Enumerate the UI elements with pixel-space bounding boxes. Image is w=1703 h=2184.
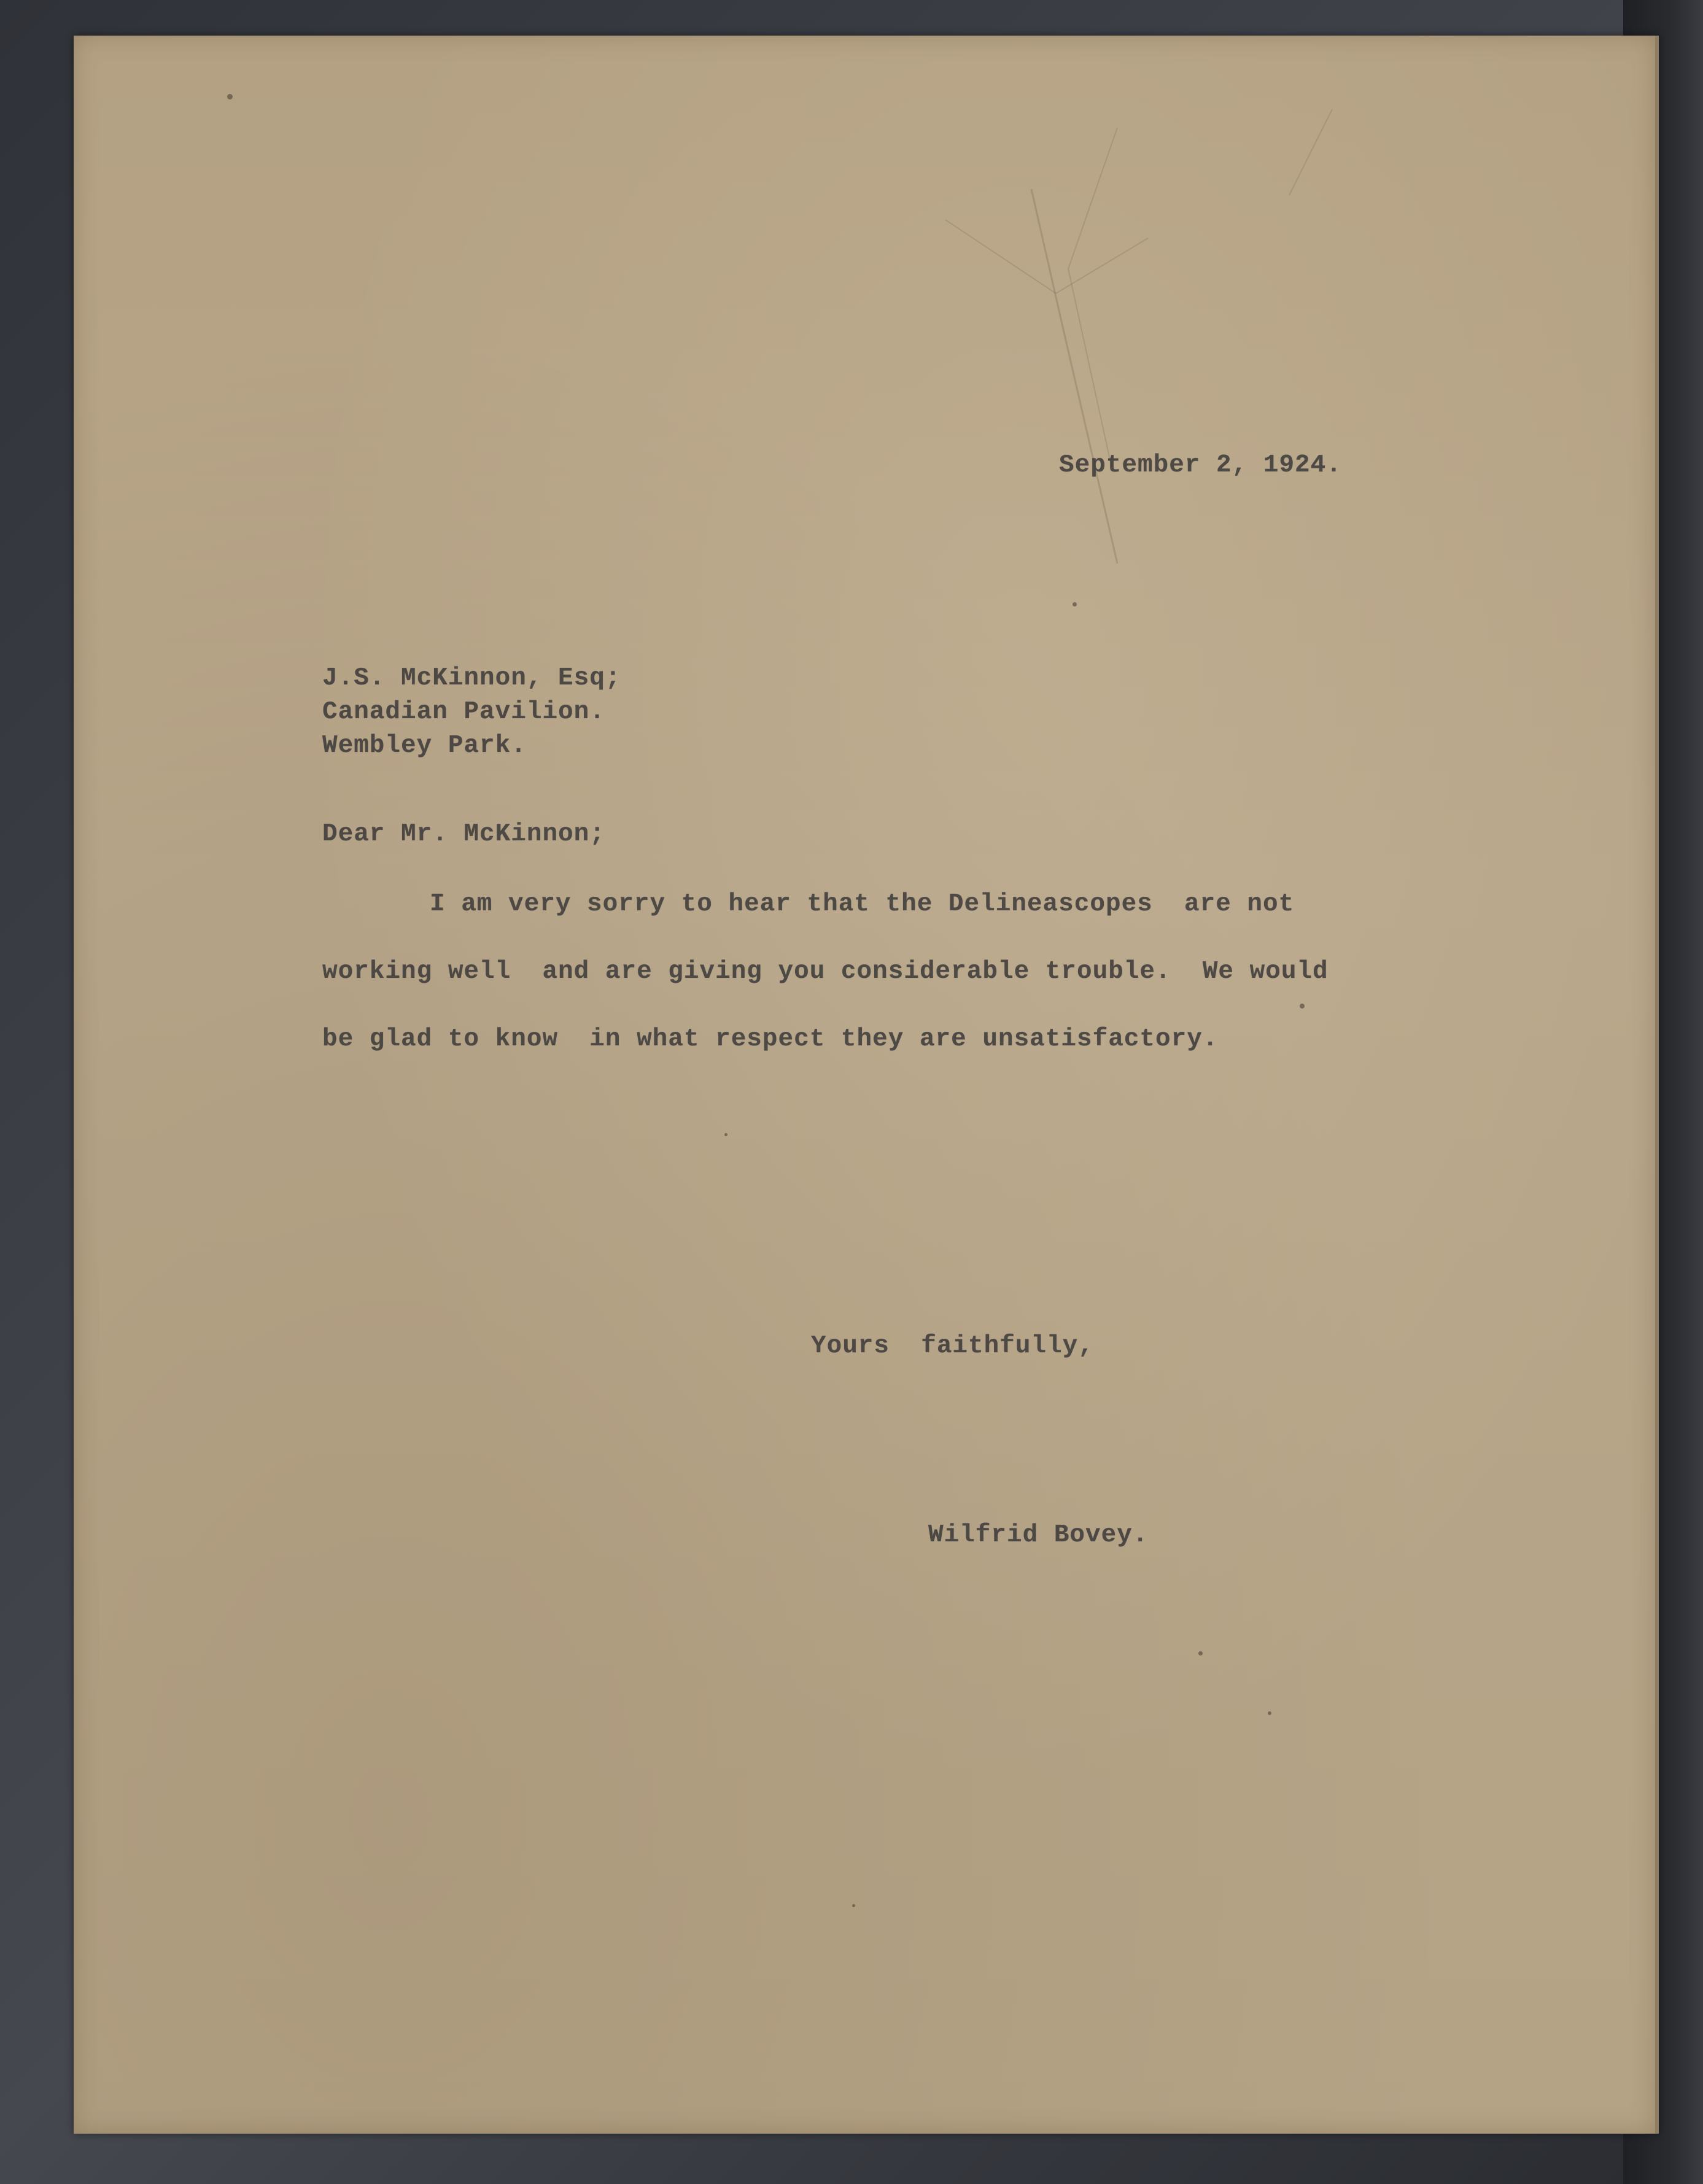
letter-date: September 2, 1924. bbox=[1059, 451, 1342, 479]
letter-page bbox=[74, 36, 1659, 2134]
paper-speck bbox=[227, 94, 233, 99]
paper-speck bbox=[1198, 1651, 1203, 1655]
body-line: I am very sorry to hear that the Delineascopes are not bbox=[430, 890, 1295, 918]
paper-speck bbox=[1073, 602, 1077, 606]
recipient-address-line: Wembley Park. bbox=[322, 732, 527, 760]
recipient-name: J.S. McKinnon, Esq; bbox=[322, 664, 621, 692]
body-line: working well and are giving you considerable trouble. We would bbox=[322, 958, 1329, 986]
paper-speck bbox=[852, 1904, 855, 1907]
faint-pencil-marks bbox=[74, 36, 1655, 2134]
complimentary-close: Yours faithfully, bbox=[811, 1332, 1094, 1360]
paper-speck bbox=[1300, 1004, 1305, 1009]
recipient-address-line: Canadian Pavilion. bbox=[322, 698, 605, 726]
salutation: Dear Mr. McKinnon; bbox=[322, 820, 605, 848]
body-line: be glad to know in what respect they are unsatisfactory. bbox=[322, 1025, 1219, 1053]
signature-name: Wilfrid Bovey. bbox=[928, 1521, 1149, 1549]
paper-speck bbox=[724, 1133, 727, 1136]
paper-speck bbox=[1268, 1711, 1271, 1715]
